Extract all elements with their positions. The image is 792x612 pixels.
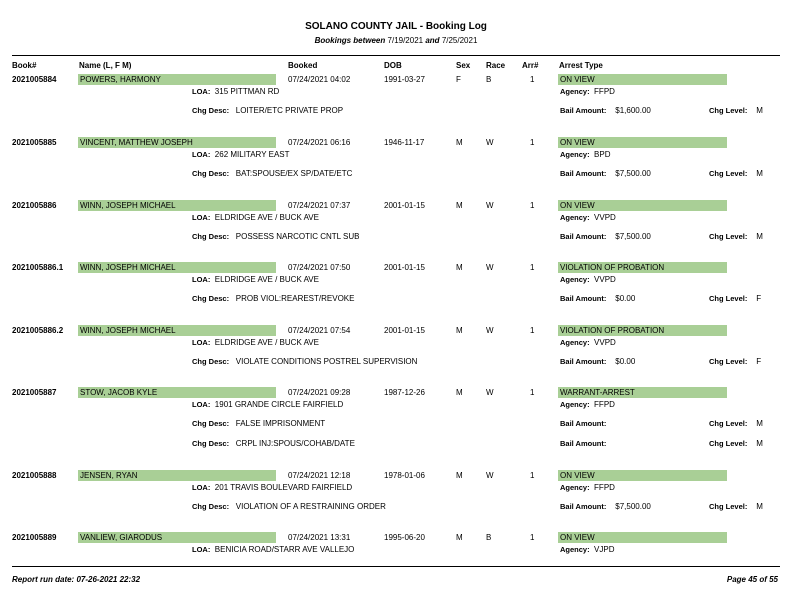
bail-amount-label: Bail Amount:	[560, 419, 607, 428]
charge-description: VIOLATION OF A RESTRAINING ORDER	[235, 502, 386, 511]
col-arr: Arr#	[522, 61, 539, 70]
charge-description: FALSE IMPRISONMENT	[235, 419, 326, 428]
loa-value: 201 TRAVIS BOULEVARD FAIRFIELD	[214, 483, 353, 492]
inmate-name: JENSEN, RYAN	[80, 471, 138, 480]
arrest-type: ON VIEW	[560, 471, 595, 480]
chg-level-label: Chg Level:	[709, 169, 748, 178]
charge-level: M	[756, 106, 763, 115]
arrest-number: 1	[530, 533, 535, 542]
loa-label: LOA:	[192, 338, 211, 347]
charge-description: CRPL INJ:SPOUS/COHAB/DATE	[235, 439, 355, 448]
dob: 1946-11-17	[384, 138, 425, 147]
booked-datetime: 07/24/2021 07:54	[288, 326, 351, 335]
book-number: 2021005888	[12, 471, 57, 480]
booked-datetime: 07/24/2021 07:37	[288, 201, 351, 210]
loa-label: LOA:	[192, 483, 211, 492]
footer-rule	[12, 566, 780, 567]
col-dob: DOB	[384, 61, 402, 70]
bail-amount-label: Bail Amount:	[560, 232, 607, 241]
col-name: Name (L, F M)	[79, 61, 132, 70]
book-number: 2021005884	[12, 75, 57, 84]
inmate-name: POWERS, HARMONY	[80, 75, 161, 84]
arrest-number: 1	[530, 471, 535, 480]
arrest-type: VIOLATION OF PROBATION	[560, 263, 665, 272]
charge-description: PROB VIOL:REAREST/REVOKE	[235, 294, 355, 303]
agency-value: FFPD	[594, 87, 615, 96]
agency-label: Agency:	[560, 400, 590, 409]
sex: M	[456, 201, 463, 210]
charge-description: POSSESS NARCOTIC CNTL SUB	[235, 232, 360, 241]
chg-desc-label: Chg Desc:	[192, 232, 230, 241]
bail-amount-label: Bail Amount:	[560, 169, 607, 178]
agency-label: Agency:	[560, 483, 590, 492]
arrest-type: ON VIEW	[560, 138, 595, 147]
loa-value: ELDRIDGE AVE / BUCK AVE	[214, 338, 319, 347]
book-number: 2021005886.1	[12, 263, 64, 272]
start-date: 7/19/2021	[387, 36, 424, 45]
race: B	[486, 533, 492, 542]
chg-desc-label: Chg Desc:	[192, 294, 230, 303]
loa-value: 315 PITTMAN RD	[214, 87, 280, 96]
charge-description: VIOLATE CONDITIONS POSTREL SUPERVISION	[235, 357, 418, 366]
header-rule	[12, 55, 780, 56]
inmate-name: WINN, JOSEPH MICHAEL	[80, 263, 176, 272]
charge-level: M	[756, 232, 763, 241]
charge-description: LOITER/ETC PRIVATE PROP	[235, 106, 344, 115]
race: W	[486, 471, 494, 480]
agency-label: Agency:	[560, 275, 590, 284]
booked-datetime: 07/24/2021 07:50	[288, 263, 351, 272]
bail-amount-label: Bail Amount:	[560, 502, 607, 511]
dob: 1991-03-27	[384, 75, 425, 84]
agency-value: FFPD	[594, 483, 615, 492]
bail-amount: $0.00	[615, 294, 636, 303]
chg-level-label: Chg Level:	[709, 232, 748, 241]
inmate-name: WINN, JOSEPH MICHAEL	[80, 201, 176, 210]
bail-amount: $7,500.00	[615, 232, 651, 241]
chg-desc-label: Chg Desc:	[192, 169, 230, 178]
sex: M	[456, 326, 463, 335]
bail-amount-label: Bail Amount:	[560, 106, 607, 115]
race: W	[486, 326, 494, 335]
sex: M	[456, 471, 463, 480]
book-number: 2021005889	[12, 533, 57, 542]
arrest-number: 1	[530, 388, 535, 397]
end-date: 7/25/2021	[441, 36, 478, 45]
bail-amount: $1,600.00	[615, 106, 651, 115]
inmate-name: WINN, JOSEPH MICHAEL	[80, 326, 176, 335]
sex: M	[456, 138, 463, 147]
chg-level-label: Chg Level:	[709, 439, 748, 448]
arrest-number: 1	[530, 75, 535, 84]
subtitle-and: and	[425, 36, 440, 45]
loa-label: LOA:	[192, 545, 211, 554]
report-subtitle	[0, 36, 792, 45]
agency-value: FFPD	[594, 400, 615, 409]
dob: 1978-01-06	[384, 471, 425, 480]
race: W	[486, 138, 494, 147]
col-sex: Sex	[456, 61, 471, 70]
agency-value: BPD	[594, 150, 611, 159]
agency-label: Agency:	[560, 213, 590, 222]
inmate-name: VINCENT, MATTHEW JOSEPH	[80, 138, 193, 147]
chg-desc-label: Chg Desc:	[192, 419, 230, 428]
loa-label: LOA:	[192, 400, 211, 409]
inmate-name: VANLIEW, GIARODUS	[80, 533, 163, 542]
bail-amount-label: Bail Amount:	[560, 439, 607, 448]
booked-datetime: 07/24/2021 13:31	[288, 533, 351, 542]
agency-value: VVPD	[594, 213, 616, 222]
agency-label: Agency:	[560, 545, 590, 554]
loa-label: LOA:	[192, 87, 211, 96]
book-number: 2021005887	[12, 388, 57, 397]
book-number: 2021005886.2	[12, 326, 64, 335]
charge-level: F	[756, 294, 762, 303]
arrest-type: VIOLATION OF PROBATION	[560, 326, 665, 335]
booked-datetime: 07/24/2021 04:02	[288, 75, 351, 84]
dob: 1987-12-26	[384, 388, 425, 397]
charge-level: M	[756, 439, 763, 448]
race: B	[486, 75, 492, 84]
loa-value: 262 MILITARY EAST	[214, 150, 290, 159]
chg-desc-label: Chg Desc:	[192, 357, 230, 366]
agency-label: Agency:	[560, 87, 590, 96]
dob: 2001-01-15	[384, 263, 425, 272]
chg-level-label: Chg Level:	[709, 502, 748, 511]
race: W	[486, 201, 494, 210]
subtitle-prefix: Bookings between	[314, 36, 386, 45]
chg-level-label: Chg Level:	[709, 357, 748, 366]
race: W	[486, 388, 494, 397]
arrest-number: 1	[530, 263, 535, 272]
charge-level: F	[756, 357, 762, 366]
agency-value: VJPD	[594, 545, 615, 554]
report-run-date: Report run date: 07-26-2021 22:32	[12, 575, 141, 584]
charge-level: M	[756, 169, 763, 178]
chg-desc-label: Chg Desc:	[192, 439, 230, 448]
col-race: Race	[486, 61, 506, 70]
sex: M	[456, 533, 463, 542]
loa-value: BENICIA ROAD/STARR AVE VALLEJO	[214, 545, 355, 554]
inmate-name: STOW, JACOB KYLE	[80, 388, 158, 397]
agency-label: Agency:	[560, 338, 590, 347]
race: W	[486, 263, 494, 272]
col-arrest-type: Arrest Type	[559, 61, 603, 70]
booked-datetime: 07/24/2021 06:16	[288, 138, 351, 147]
bail-amount-label: Bail Amount:	[560, 357, 607, 366]
loa-value: ELDRIDGE AVE / BUCK AVE	[214, 213, 319, 222]
arrest-number: 1	[530, 326, 535, 335]
loa-label: LOA:	[192, 150, 211, 159]
loa-label: LOA:	[192, 213, 211, 222]
loa-value: 1901 GRANDE CIRCLE FAIRFIELD	[214, 400, 344, 409]
agency-value: VVPD	[594, 275, 616, 284]
charge-description: BAT:SPOUSE/EX SP/DATE/ETC	[235, 169, 353, 178]
loa-value: ELDRIDGE AVE / BUCK AVE	[214, 275, 319, 284]
charge-level: M	[756, 419, 763, 428]
sex: M	[456, 263, 463, 272]
chg-desc-label: Chg Desc:	[192, 502, 230, 511]
booked-datetime: 07/24/2021 09:28	[288, 388, 351, 397]
arrest-number: 1	[530, 138, 535, 147]
loa-label: LOA:	[192, 275, 211, 284]
col-book: Book#	[12, 61, 37, 70]
arrest-type: ON VIEW	[560, 75, 595, 84]
arrest-number: 1	[530, 201, 535, 210]
bail-amount: $7,500.00	[615, 169, 651, 178]
col-booked: Booked	[288, 61, 318, 70]
book-number: 2021005885	[12, 138, 57, 147]
bail-amount: $0.00	[615, 357, 636, 366]
booked-datetime: 07/24/2021 12:18	[288, 471, 351, 480]
book-number: 2021005886	[12, 201, 57, 210]
chg-desc-label: Chg Desc:	[192, 106, 230, 115]
arrest-type: WARRANT-ARREST	[560, 388, 635, 397]
bail-amount: $7,500.00	[615, 502, 651, 511]
bail-amount-label: Bail Amount:	[560, 294, 607, 303]
charge-level: M	[756, 502, 763, 511]
chg-level-label: Chg Level:	[709, 419, 748, 428]
agency-label: Agency:	[560, 150, 590, 159]
report-title: SOLANO COUNTY JAIL - Booking Log	[305, 21, 487, 32]
dob: 2001-01-15	[384, 326, 425, 335]
arrest-type: ON VIEW	[560, 201, 595, 210]
arrest-type: ON VIEW	[560, 533, 595, 542]
dob: 1995-06-20	[384, 533, 425, 542]
sex: M	[456, 388, 463, 397]
chg-level-label: Chg Level:	[709, 106, 748, 115]
sex: F	[456, 75, 461, 84]
dob: 2001-01-15	[384, 201, 425, 210]
agency-value: VVPD	[594, 338, 616, 347]
page-number: Page 45 of 55	[726, 575, 778, 584]
chg-level-label: Chg Level:	[709, 294, 748, 303]
